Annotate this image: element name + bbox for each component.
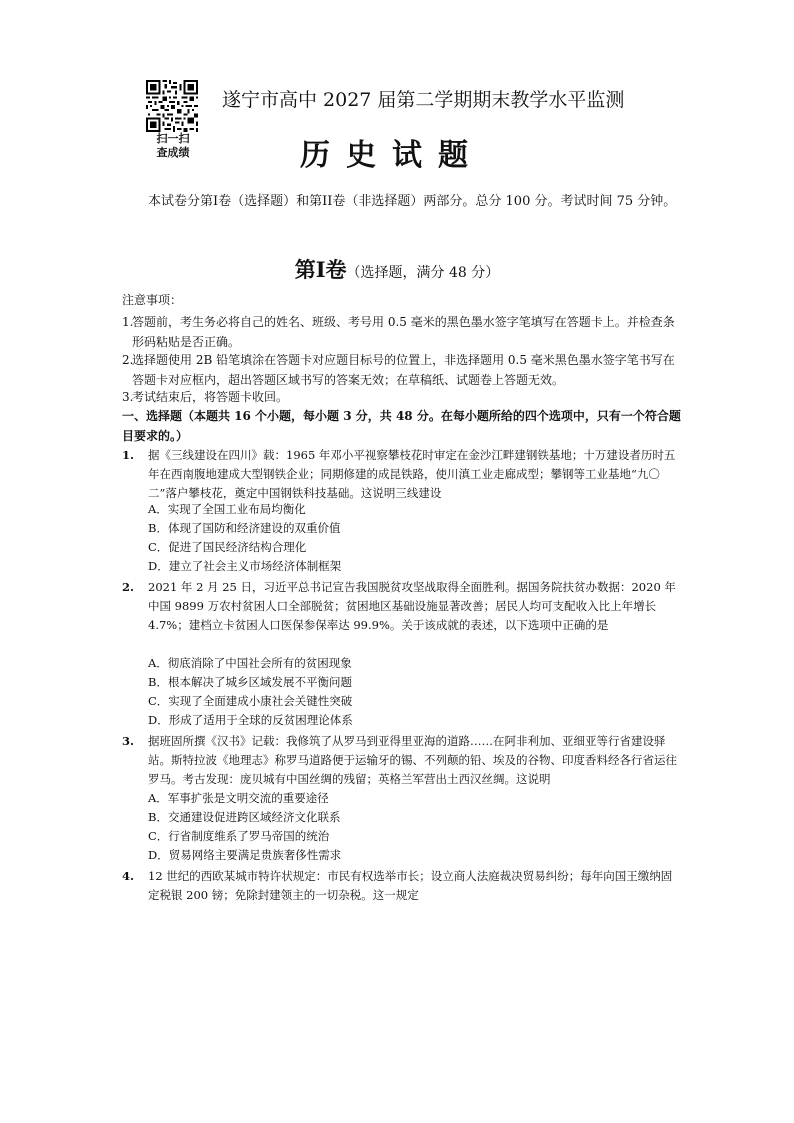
- subject-title: 历史试题: [300, 138, 484, 173]
- option-d: D．形成了适用于全球的反贫困理论体系: [148, 713, 353, 727]
- part-one-note: （选择题，满分 48 分）: [346, 265, 500, 281]
- question-number: 3.: [122, 734, 135, 748]
- option-d: D．贸易网络主要满足贵族奢侈性需求: [148, 848, 342, 862]
- part-one-label: 第Ⅰ卷: [294, 257, 347, 282]
- intro-paragraph: 本试卷分第Ⅰ卷（选择题）和第II卷（非选择题）两部分。总分 100 分。考试时间 75 分钟。: [148, 194, 677, 209]
- question-stem: 2021 年 2 月 25 日，习近平总书记宣告我国脱贫攻坚战取得全面胜利。据国务院扶贫办数据：2020 年中国 9899 万农村贫困人口全部脱贫；贫困地区基础设施显著改善；居民人均可支配收入比上年增长 4.7%；建档立卡贫困人口医保参保率达 99.9%。关于该成就的表述，以下选项中正确的是: [148, 580, 676, 632]
- notes-heading: 注意事项：: [122, 293, 183, 307]
- note-text: 考试结束后，将答题卡收回。: [132, 390, 289, 404]
- option-b: B．根本解决了城乡区域发展不平衡问题: [148, 675, 352, 689]
- question: [122, 578, 682, 635]
- option-d: D．建立了社会主义市场经济体制框架: [148, 559, 342, 573]
- section-heading: 一、选择题（本题共 16 个小题，每小题 3 分，共 48 分。在每小题所给的四个选项中，只有一个符合题目要求的。）: [122, 409, 681, 443]
- note-number: 3.: [122, 390, 134, 404]
- question-stem: 据《三线建设在四川》载：1965 年邓小平视察攀枝花时审定在金沙江畔建钢铁基地；十万建设者历时五年在西南腹地建成大型钢铁企业；同期修建的成昆铁路，使川滇工业走廊成型；攀钢等工业基地“九〇二”落户攀枝花，奠定中国钢铁科技基础。这说明三线建设: [148, 448, 676, 500]
- question: [122, 867, 682, 905]
- question-stem: 据班固所撰《汉书》记载：我修筑了从罗马到亚得里亚海的道路……在阿非利加、亚细亚等行省建设驿站。斯特拉波《地理志》称罗马道路便于运输牙的锡、不列颠的铅、埃及的谷物、印度香料经各行省运往罗马。考古发现：庞贝城有中国丝绸的残留；英格兰军营出土西汉丝绸。这说明: [148, 734, 677, 786]
- option-c: C．行省制度维系了罗马帝国的统治: [148, 829, 330, 843]
- question: [122, 732, 682, 789]
- note-item: [122, 350, 677, 390]
- question-number: 4.: [122, 869, 135, 883]
- option-a: A．军事扩张是文明交流的重要途径: [148, 791, 329, 805]
- note-text: 选择题使用 2B 铅笔填涂在答题卡对应题目标号的位置上，非选择题用 0.5 毫米黑色墨水签字笔书写在答题卡对应框内，超出答题区域书写的答案无效；在草稿纸、试题卷上答题无效。: [132, 353, 675, 387]
- note-text: 答题前，考生务必将自己的姓名、班级、考号用 0.5 毫米的黑色墨水签字笔填写在答题卡上。并检查条形码粘贴是否正确。: [132, 315, 675, 349]
- note-number: 2.: [122, 353, 134, 367]
- question-number: 1.: [122, 448, 135, 462]
- question-stem: 12 世纪的西欧某城市特许状规定：市民有权选举市长；设立商人法庭裁决贸易纠纷；每年向国王缴纳固定税银 200 镑；免除封建领主的一切杂税。这一规定: [148, 869, 673, 902]
- qr-caption: [146, 132, 200, 160]
- option-b: B．交通建设促进跨区域经济文化联系: [148, 810, 341, 824]
- note-number: 1.: [122, 315, 134, 329]
- option-a: A．彻底消除了中国社会所有的贫困现象: [148, 656, 352, 670]
- note-item: [122, 312, 677, 352]
- option-c: C．促进了国民经济结构合理化: [148, 540, 307, 554]
- question-number: 2.: [122, 580, 135, 594]
- qr-code-icon: [146, 80, 198, 132]
- option-a: A．实现了全国工业布局均衡化: [148, 502, 306, 516]
- part-one-title: [0, 254, 794, 284]
- exam-title: 遂宁市高中 2027 届第二学期期末教学水平监测: [222, 89, 625, 111]
- qr-caption-line1: 扫一扫: [156, 132, 190, 145]
- qr-caption-line2: 查成绩: [156, 146, 190, 159]
- question: [122, 446, 682, 503]
- option-c: C．实现了全面建成小康社会关键性突破: [148, 694, 353, 708]
- option-b: B．体现了国防和经济建设的双重价值: [148, 521, 341, 535]
- note-item: [122, 387, 677, 407]
